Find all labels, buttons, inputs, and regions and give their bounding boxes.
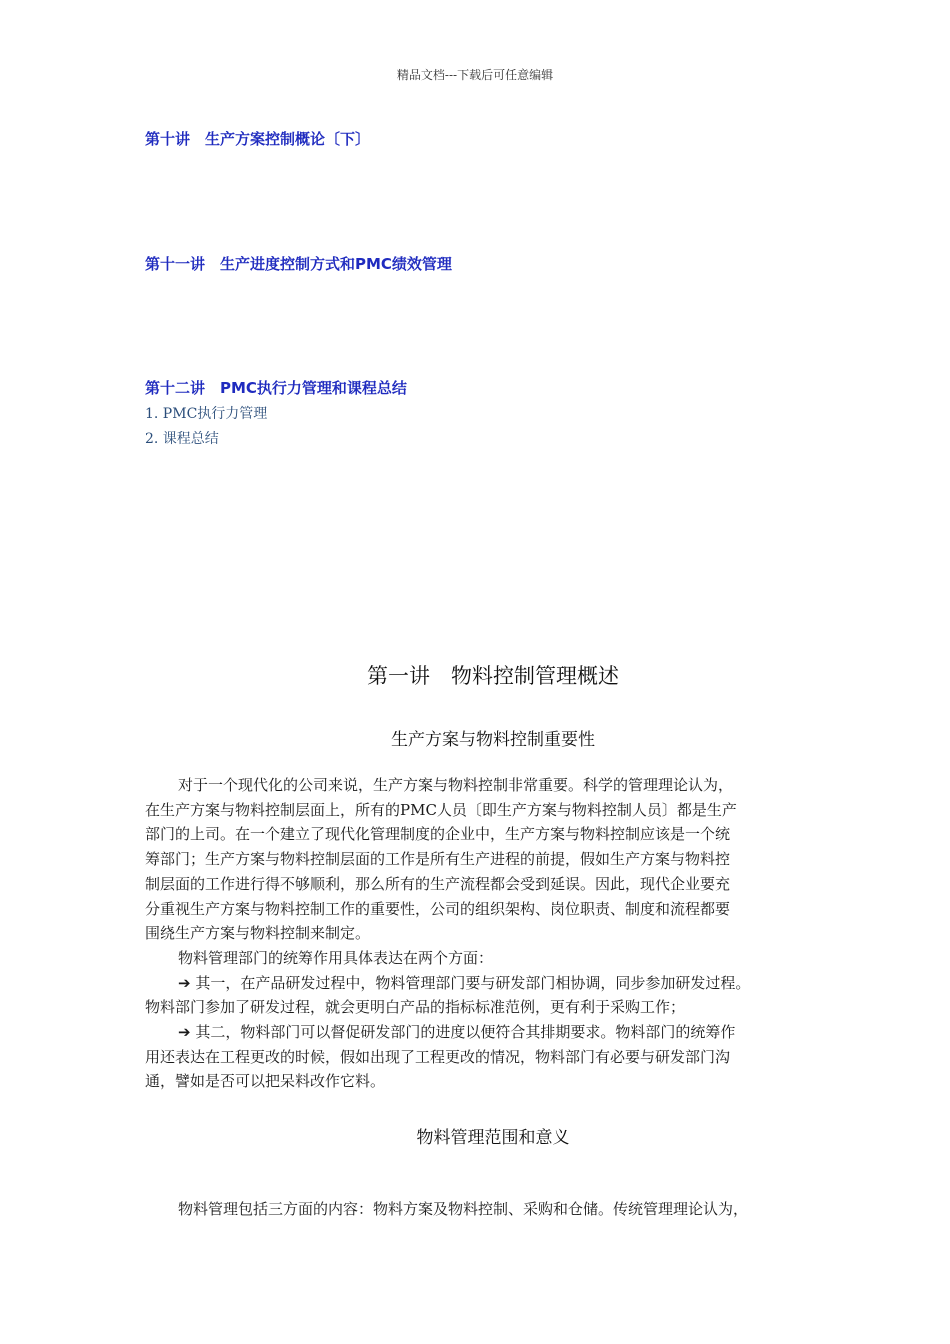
- arrow-right-icon: ➔: [178, 973, 191, 992]
- toc-lecture-10: 第十讲 生产方案控制概论〔下〕: [145, 130, 371, 148]
- bullet-1-first-line: [145, 971, 750, 996]
- paragraph-line: 部门的上司。在一个建立了现代化管理制度的企业中，生产方案与物料控制应该是一个统: [145, 825, 731, 844]
- paragraph-line: 在生产方案与物料控制层面上，所有的PMC人员〔即生产方案与物料控制人员〕都是生产: [145, 800, 737, 819]
- paragraph-line: 对于一个现代化的公司来说，生产方案与物料控制非常重要。科学的管理理论认为，: [178, 776, 734, 794]
- bullet-2-first-line: [145, 1020, 750, 1045]
- arrow-right-icon: ➔: [178, 1023, 191, 1042]
- paragraph-line: 筹部门；生产方案与物料控制层面的工作是所有生产进程的前提，假如生产方案与物料控: [145, 850, 731, 869]
- section-1-paragraph-2: 物料管理部门的统筹作用具体表达在两个方面：: [178, 948, 494, 967]
- paragraph-line: 制层面的工作进行得不够顺利，那么所有的生产流程都会受到延误。因此，现代企业要充: [145, 874, 731, 893]
- toc-lecture-11: 第十一讲 生产进度控制方式和PMC绩效管理: [145, 255, 452, 273]
- toc-lecture-12-item-1: 1. PMC执行力管理: [145, 406, 268, 422]
- section-1-title: 生产方案与物料控制重要性: [391, 730, 595, 750]
- bullet-1-text: 其一，在产品研发过程中，物料管理部门要与研发部门相协调，同步参加研发过程。: [195, 973, 751, 992]
- toc-lecture-12: 第十二讲 PMC执行力管理和课程总结: [145, 379, 407, 397]
- page-header: 精品文档---下载后可任意编辑: [396, 68, 554, 82]
- paragraph-line: 通，譬如是否可以把呆料改作它料。: [145, 1072, 386, 1091]
- section-2-title: 物料管理范围和意义: [416, 1128, 570, 1148]
- paragraph-line: 围绕生产方案与物料控制来制定。: [145, 924, 371, 943]
- paragraph-line: 物料部门参加了研发过程，就会更明白产品的指标标准范例，更有利于采购工作；: [145, 998, 686, 1017]
- paragraph-line: 用还表达在工程更改的时候，假如出现了工程更改的情况，物料部门有必要与研发部门沟: [145, 1047, 731, 1066]
- paragraph-line: 分重视生产方案与物料控制工作的重要性，公司的组织架构、岗位职责、制度和流程都要: [145, 899, 731, 918]
- section-1-paragraph-1: [145, 773, 750, 1094]
- bullet-2-text: 其二，物料部门可以督促研发部门的进度以便符合其排期要求。物料部门的统筹作: [195, 1023, 736, 1042]
- chapter-title: 第一讲 物料控制管理概述: [367, 664, 619, 688]
- toc-lecture-12-item-2: 2. 课程总结: [145, 431, 219, 447]
- section-2-paragraph-1: [145, 1197, 748, 1222]
- paragraph-line: 物料管理包括三方面的内容：物料方案及物料控制、采购和仓储。传统管理理论认为，: [178, 1200, 749, 1218]
